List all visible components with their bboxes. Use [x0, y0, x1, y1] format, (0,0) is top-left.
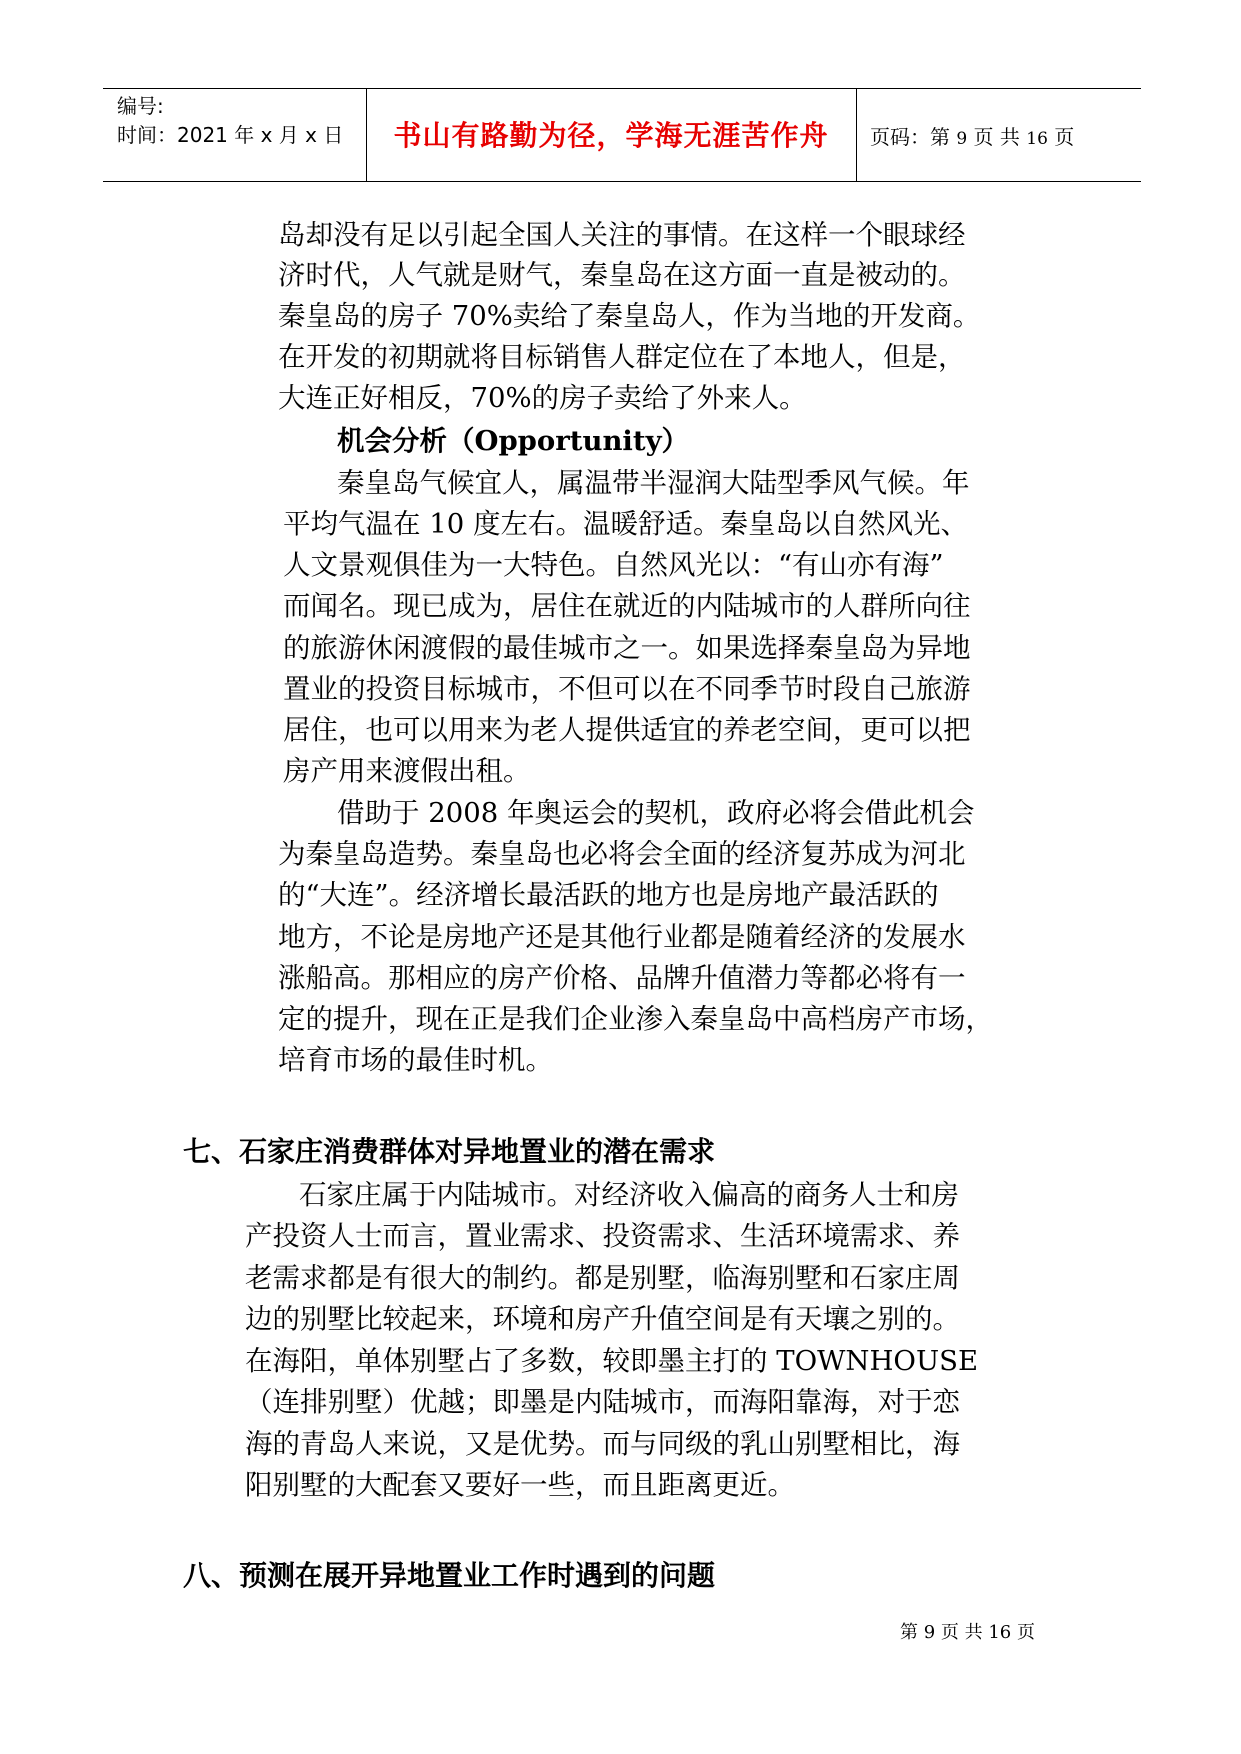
- header-meta: [117, 92, 357, 150]
- paragraph-line: 而闻名。现已成为，居住在就近的内陆城市的人群所向往: [283, 590, 971, 622]
- paragraph-line: 人文景观俱佳为一大特色。自然风光以：“有山亦有海”: [283, 549, 944, 581]
- paragraph-line: 培育市场的最佳时机。: [278, 1044, 553, 1076]
- paragraph-line: 居住，也可以用来为老人提供适宜的养老空间，更可以把: [283, 714, 971, 746]
- header-divider-right: [856, 89, 857, 181]
- header-time-label: 时间：2021 年 x 月 x 日: [117, 123, 344, 147]
- header-page-total: 16: [1026, 129, 1048, 149]
- header-motto: 书山有路勤为径，学海无涯苦作舟: [393, 119, 829, 152]
- paragraph-line: 涨船高。那相应的房产价格、品牌升值潜力等都必将有一: [278, 962, 966, 994]
- paragraph-line: 济时代，人气就是财气，秦皇岛在这方面一直是被动的。: [278, 259, 966, 291]
- header-page-prefix: 页码：第: [870, 125, 950, 149]
- paragraph-line: 为秦皇岛造势。秦皇岛也必将会全面的经济复苏成为河北: [278, 838, 966, 870]
- paragraph-line: 秦皇岛气候宜人，属温带半湿润大陆型季风气候。年: [337, 467, 970, 499]
- paragraph-line: 借助于 2008 年奥运会的契机，政府必将会借此机会: [337, 797, 975, 829]
- paragraph-line: 在海阳，单体别墅占了多数，较即墨主打的 TOWNHOUSE: [245, 1345, 979, 1377]
- paragraph-line: 老需求都是有很大的制约。都是别墅，临海别墅和石家庄周: [245, 1262, 960, 1294]
- paragraph-line: 石家庄属于内陆城市。对经济收入偏高的商务人士和房: [299, 1179, 959, 1211]
- section-8-heading: 八、预测在展开异地置业工作时遇到的问题: [183, 1559, 716, 1592]
- paragraph-line: 地方，不论是房地产还是其他行业都是随着经济的发展水: [278, 921, 966, 953]
- header-top-rule: [103, 88, 1141, 89]
- header-number-label: 编号:: [117, 94, 164, 118]
- paragraph-line: 大连正好相反，70%的房子卖给了外来人。: [278, 382, 807, 414]
- page-footer: 第 9 页 共 16 页: [900, 1622, 1035, 1643]
- paragraph-line: 海的青岛人来说，又是优势。而与同级的乳山别墅相比，海: [245, 1428, 960, 1460]
- section-7-heading: 七、石家庄消费群体对异地置业的潜在需求: [183, 1135, 716, 1168]
- opportunity-heading: 机会分析（Opportunity）: [337, 425, 690, 457]
- paragraph-line: 秦皇岛的房子 70%卖给了秦皇岛人，作为当地的开发商。: [278, 300, 981, 332]
- paragraph-line: 岛却没有足以引起全国人关注的事情。在这样一个眼球经: [278, 219, 966, 251]
- header-page-mid: 页 共: [973, 125, 1020, 149]
- paragraph-line: 在开发的初期就将目标销售人群定位在了本地人，但是，: [278, 341, 966, 373]
- paragraph-line: 置业的投资目标城市，不但可以在不同季节时段自己旅游: [283, 673, 971, 705]
- paragraph-line: 平均气温在 10 度左右。温暖舒适。秦皇岛以自然风光、: [283, 508, 968, 540]
- paragraph-line: （连排别墅）优越；即墨是内陆城市，而海阳靠海，对于恋: [245, 1386, 960, 1418]
- header-page-indicator: [870, 123, 1130, 153]
- header-page-suffix: 页: [1054, 125, 1075, 149]
- paragraph-line: 阳别墅的大配套又要好一些，而且距离更近。: [245, 1469, 795, 1501]
- paragraph-line: 边的别墅比较起来，环境和房产升值空间是有天壤之别的。: [245, 1303, 960, 1335]
- header-bottom-rule: [103, 181, 1141, 182]
- paragraph-line: 的“大连”。经济增长最活跃的地方也是房地产最活跃的: [278, 879, 939, 911]
- paragraph-line: 的旅游休闲渡假的最佳城市之一。如果选择秦皇岛为异地: [283, 632, 971, 664]
- paragraph-line: 房产用来渡假出租。: [283, 755, 531, 787]
- paragraph-line: 定的提升，现在正是我们企业渗入秦皇岛中高档房产市场，: [278, 1003, 993, 1035]
- paragraph-line: 产投资人士而言，置业需求、投资需求、生活环境需求、养: [245, 1220, 960, 1252]
- header-page-current: 9: [956, 129, 968, 149]
